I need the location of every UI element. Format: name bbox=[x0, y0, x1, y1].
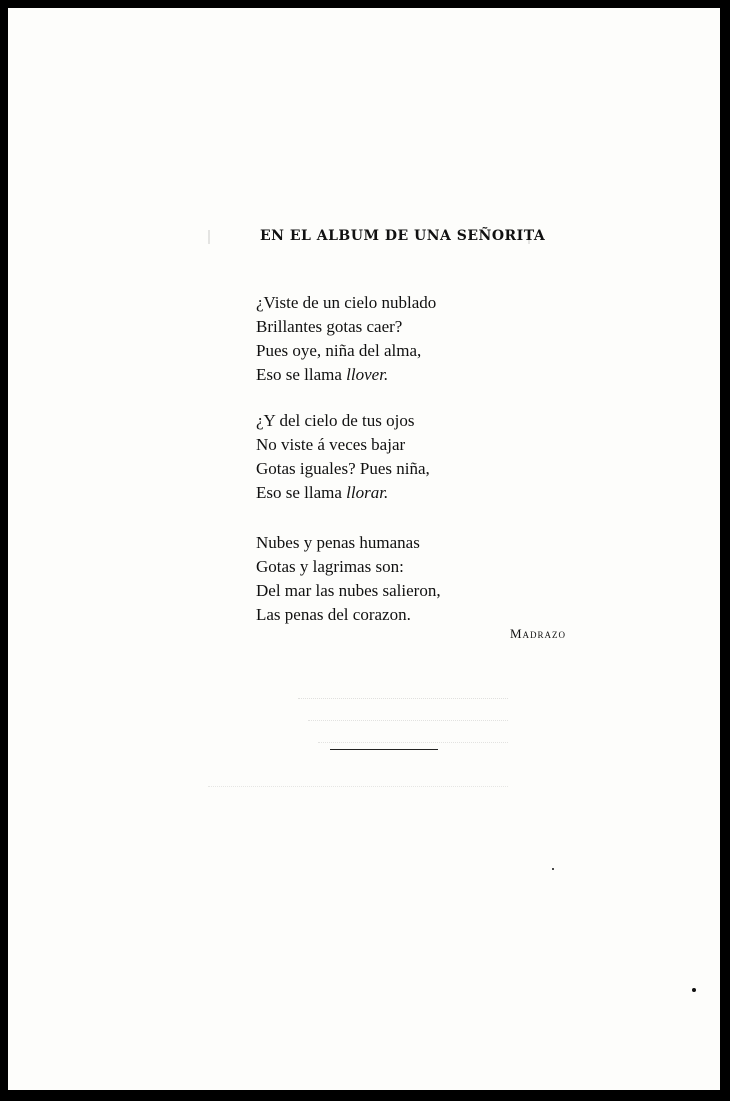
ink-speck bbox=[692, 988, 696, 992]
author-signature: Madrazo bbox=[510, 626, 567, 641]
stanza-1 bbox=[256, 291, 436, 387]
verse-line: Brillantes gotas caer? bbox=[256, 317, 403, 336]
verse-line: ¿Y del cielo de tus ojos bbox=[256, 411, 415, 430]
verse-italic-word: llover. bbox=[346, 365, 389, 384]
show-through-marks bbox=[208, 786, 508, 788]
stanza-3 bbox=[256, 531, 441, 627]
verse-line: Pues oye, niña del alma, bbox=[256, 341, 422, 360]
verse-line: Nubes y penas humanas bbox=[256, 533, 420, 552]
verse-text: Eso se llama bbox=[256, 483, 347, 502]
verse-line: ¿Viste de un cielo nublado bbox=[256, 293, 437, 312]
verse-line: Las penas del corazon. bbox=[256, 605, 411, 624]
verse-line: No viste á veces bajar bbox=[256, 435, 406, 454]
verse-italic-word: llorar. bbox=[346, 483, 389, 502]
stanza-2 bbox=[256, 409, 430, 505]
verse-line: Del mar las nubes salieron, bbox=[256, 581, 441, 600]
show-through-marks bbox=[298, 698, 508, 700]
verse-line bbox=[256, 481, 430, 505]
show-through-marks bbox=[308, 720, 508, 722]
ink-speck bbox=[552, 868, 554, 870]
verse-line: Gotas y lagrimas son: bbox=[256, 557, 404, 576]
verse-line bbox=[256, 363, 436, 387]
poem-title: EN EL ALBUM DE UNA SEÑORITA bbox=[260, 228, 546, 244]
section-divider bbox=[330, 749, 438, 750]
show-through-marks bbox=[318, 742, 508, 744]
document-page bbox=[8, 8, 720, 1090]
verse-text: Eso se llama bbox=[256, 365, 347, 384]
verse-line: Gotas iguales? Pues niña, bbox=[256, 459, 430, 478]
